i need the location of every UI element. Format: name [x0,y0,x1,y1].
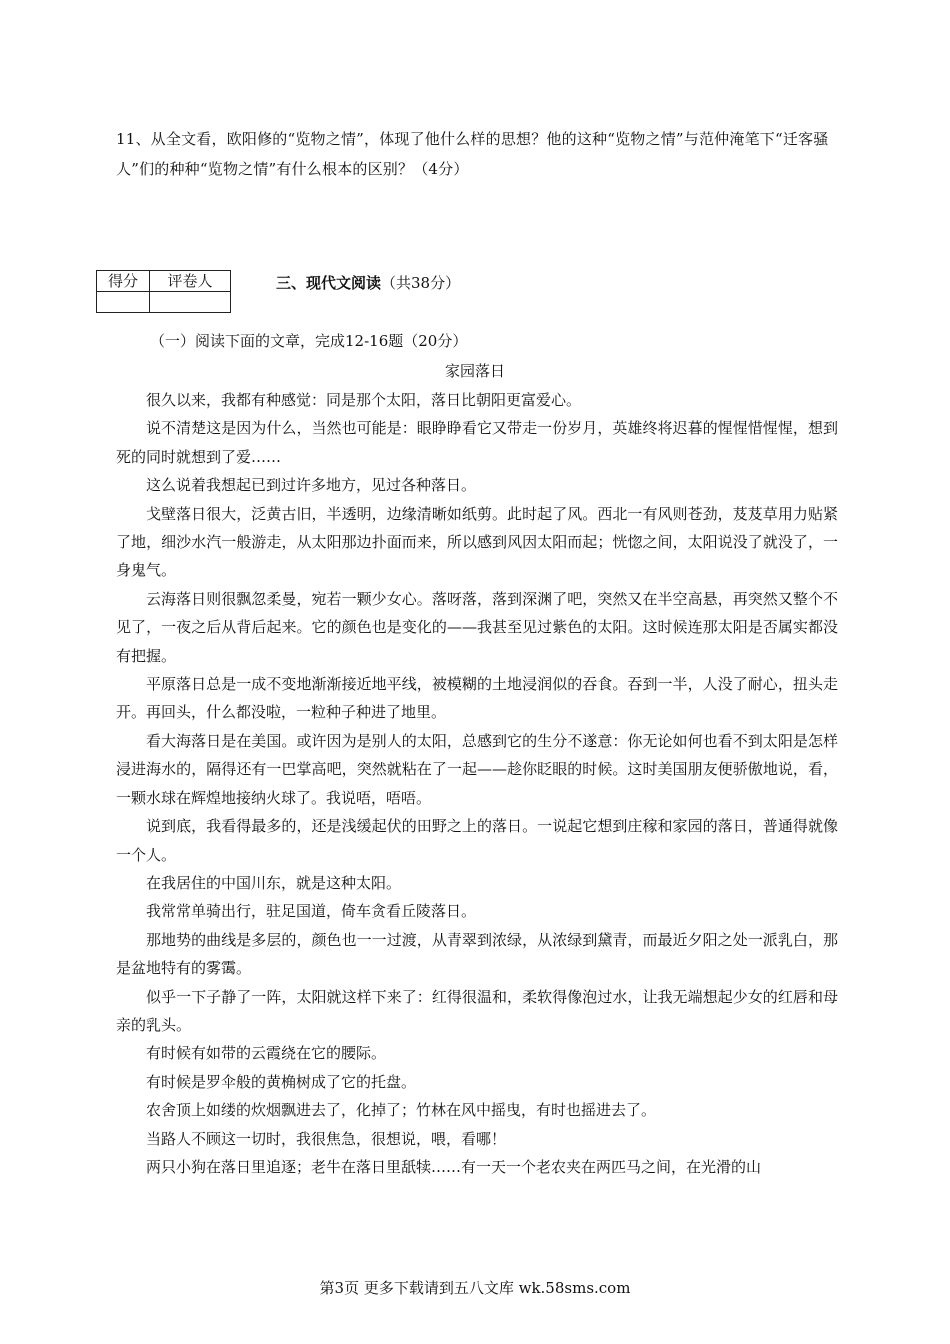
score-header: 得分 [97,271,150,292]
reading-instruction: （一）阅读下面的文章，完成12-16题（20分） [150,332,468,350]
score-table [96,270,231,313]
score-cell [97,292,150,313]
grader-header: 评卷人 [150,271,231,292]
page-footer: 第3页 更多下载请到五八文库 wk.58sms.com [319,1279,631,1297]
paragraph: 看大海落日是在美国。或许因为是别人的太阳，总感到它的生分不遂意：你无论如何也看不到太阳是怎样浸进海水的，隔得还有一巴掌高吧，突然就粘在了一起——趁你眨眼的时候。这时美国朋友便骄傲地说，看，一颗水球在辉煌地接纳火球了。我说唔，唔唔。 [116,731,838,807]
paragraph: 那地势的曲线是多层的，颜色也一一过渡，从青翠到浓绿，从浓绿到黛青，而最近夕阳之处一派乳白，那是盆地特有的雾霭。 [116,930,838,978]
paragraph: 两只小狗在落日里追逐；老牛在落日里舐犊……有一天一个老农夹在两匹马之间，在光滑的山 [146,1157,762,1176]
paragraph: 似乎一下子静了一阵，太阳就这样下来了：红得很温和，柔软得像泡过水，让我无端想起少女的红唇和母亲的乳头。 [116,987,838,1034]
paragraph: 戈壁落日很大，泛黄古旧，半透明，边缘清晰如纸剪。此时起了风。西北一有风则苍劲，芨芨草用力贴紧了地，细沙水汽一般游走，从太阳那边扑面而来，所以感到风因太阳而起；恍惚之间，太阳说没了就没了，一身鬼气。 [116,504,838,580]
section-points: （共38分） [381,274,461,292]
paragraph: 在我居住的中国川东，就是这种太阳。 [146,873,402,892]
paragraph: 当路人不顾这一切时，我很焦急，很想说，喂，看哪！ [146,1129,507,1148]
paragraph: 有时候有如带的云霞绕在它的腰际。 [146,1044,387,1063]
paragraph: 很久以来，我都有种感觉：同是那个太阳，落日比朝阳更富爱心。 [146,391,582,409]
grader-cell [150,292,231,313]
paragraph: 说不清楚这是因为什么，当然也可能是：眼睁睁看它又带走一份岁月，英雄终将迟暮的惺惺惜惺惺，想到死的同时就想到了爱…… [116,419,838,466]
section-heading [276,272,460,293]
paragraph: 农舍顶上如缕的炊烟飘进去了，化掉了；竹林在风中摇曳，有时也摇进去了。 [146,1101,657,1120]
paragraph: 有时候是罗伞般的黄桷树成了它的托盘。 [146,1072,417,1091]
article-title: 家园落日 [444,362,505,380]
paragraph: 我常常单骑出行，驻足国道，倚车贪看丘陵落日。 [146,902,477,921]
paragraph: 说到底，我看得最多的，还是浅缓起伏的田野之上的落日。一说起它想到庄稼和家园的落日，普通得就像一个人。 [116,817,838,864]
score-table-blank-row [97,292,231,313]
section-title: 三、现代文阅读 [276,274,382,292]
score-table-header-row [97,271,231,292]
paragraph: 这么说着我想起已到过许多地方，见过各种落日。 [146,476,477,495]
paragraph: 平原落日总是一成不变地渐渐接近地平线，被模糊的土地浸润似的吞食。吞到一半，人没了耐心，扭头走开。再回头，什么都没啦，一粒种子种进了地里。 [116,675,838,722]
article-body [116,386,838,1181]
paragraph: 云海落日则很飘忽柔曼，宛若一颗少女心。落呀落，落到深渊了吧，突然又在半空高悬，再突然又整个不见了，一夜之后从背后起来。它的颜色也是变化的——我甚至见过紫色的太阳。这时候连那太阳是否属实都没有把握。 [116,589,838,665]
question-11: 11、从全文看，欧阳修的“览物之情”，体现了他什么样的思想？他的这种“览物之情”与范仲淹笔下“迁客骚人”们的种种“览物之情”有什么根本的区别？（4分） [116,130,829,178]
